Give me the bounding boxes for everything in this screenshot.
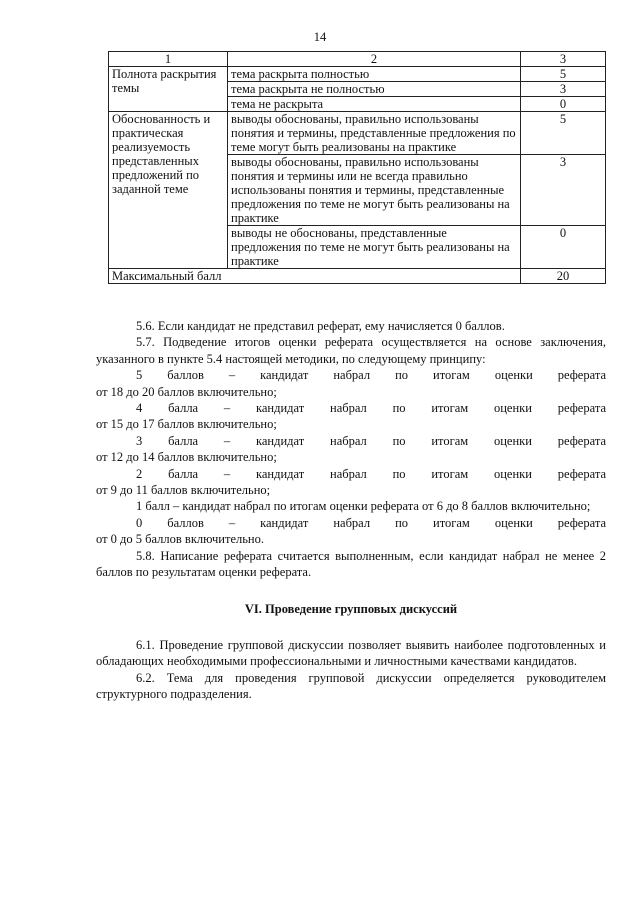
score-rule-2: 2 балла – кандидат набрал по итогам оценки реферата [136, 466, 606, 481]
paragraph-6-2: 6.2. Тема для проведения групповой дискуссии определяется руководителем структурного подразделения. [96, 670, 606, 702]
criterion-cell: Обоснованность и практическая реализуемость представленных предложений по заданной теме [109, 112, 228, 269]
score-rule-3-range: от 12 до 14 баллов включительно; [96, 450, 277, 465]
description-cell: тема раскрыта не полностью [228, 82, 521, 97]
paragraph-5-8: 5.8. Написание реферата считается выполненным, если кандидат набрал не менее 2 баллов по результатам оценки реферата. [96, 548, 606, 580]
score-cell: 3 [521, 82, 606, 97]
score-cell: 3 [521, 155, 606, 226]
score-rule-4-range: от 15 до 17 баллов включительно; [96, 417, 277, 432]
paragraph-5-6: 5.6. Если кандидат не представил реферат, ему начисляется 0 баллов. [136, 319, 505, 333]
paragraph-6-1: 6.1. Проведение групповой дискуссии позволяет выявить наиболее подготовленных и обладающих необходимыми профессиональными и личностными качествами кандидатов. [96, 637, 606, 669]
table-header-cell: 2 [228, 52, 521, 67]
score-rule-5: 5 баллов – кандидат набрал по итогам оценки реферата [136, 368, 606, 383]
table-header-cell: 3 [521, 52, 606, 67]
evaluation-criteria-table [108, 51, 606, 284]
document-body [96, 318, 606, 703]
score-cell: 5 [521, 112, 606, 155]
score-cell: 0 [521, 226, 606, 269]
score-rule-2-range: от 9 до 11 баллов включительно; [96, 483, 271, 498]
table-row [109, 112, 606, 155]
max-score-label: Максимальный балл [109, 269, 521, 284]
table-header-row [109, 52, 606, 67]
score-rule-3: 3 балла – кандидат набрал по итогам оценки реферата [136, 433, 606, 448]
score-rule-0-range: от 0 до 5 баллов включительно. [96, 532, 264, 547]
description-cell: выводы обоснованы, правильно использованы понятия и термины, представленные предложения по теме могут быть реализованы на практике [228, 112, 521, 155]
score-rule-4: 4 балла – кандидат набрал по итогам оценки реферата [136, 401, 606, 416]
description-cell: тема раскрыта полностью [228, 67, 521, 82]
score-cell: 5 [521, 67, 606, 82]
score-rule-0: 0 баллов – кандидат набрал по итогам оценки реферата [136, 515, 606, 530]
score-cell: 0 [521, 97, 606, 112]
table-total-row [109, 269, 606, 284]
page-number: 14 [313, 30, 327, 44]
score-rule-5-range: от 18 до 20 баллов включительно; [96, 384, 277, 399]
description-cell: выводы обоснованы, правильно использованы понятия и термины или не всегда правильно использованы понятия и термины, представленные предложения по теме не могут быть реализованы на практике [228, 155, 521, 226]
score-rule-1: 1 балл – кандидат набрал по итогам оценки реферата от 6 до 8 баллов включительно; [136, 499, 591, 514]
section-heading-6: VI. Проведение групповых дискуссий [244, 601, 458, 616]
table-header-cell: 1 [109, 52, 228, 67]
table-row [109, 67, 606, 82]
max-score-value: 20 [521, 269, 606, 284]
description-cell: выводы не обоснованы, представленные предложения по теме не могут быть реализованы на практике [228, 226, 521, 269]
description-cell: тема не раскрыта [228, 97, 521, 112]
paragraph-5-7: 5.7. Подведение итогов оценки реферата осуществляется на основе заключения, указанного в пункте 5.4 настоящей методики, по следующему принципу: [96, 335, 606, 366]
criterion-cell: Полнота раскрытия темы [109, 67, 228, 112]
